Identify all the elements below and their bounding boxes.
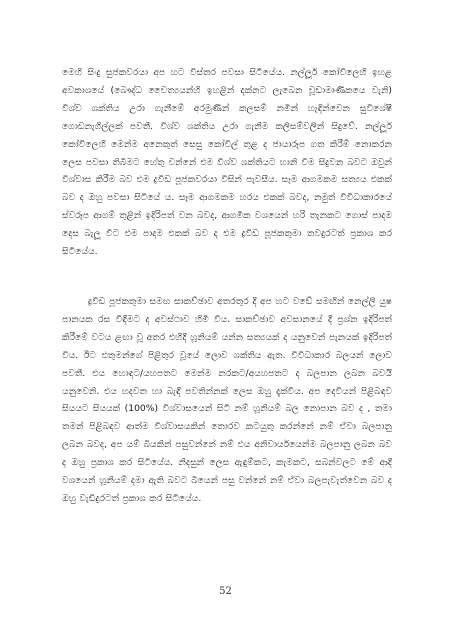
paragraph-2: ද්‍රවිඩ පූජකතුමා සමඟ සාකච්ඡාව අතරතුර දී අප හට වඩේ සමඟින් නෙල්ලි යුෂ පානයක රස විඳීමට ද අවස්ථාව හිමි විය. සාකච්ඡාව අවසානයේ දී ප්‍රශ්න ඉදිරිපත් කිරීමේ වටය ළඟා වූ අතර එහිදී හූනියම් යන්න සත්‍යයක් ද යනුවෙන් පැනයක් ඉදිරිපත් විය. ඊට එතුමන්ගේ පිළිතුර වූයේ ලොව ශක්තිය ඇත. විවිධාකාර බලයන් ලොව පවතී. එය හොඳට/යහපතට මෙන්ම නරකට/අයහපතට ද බලපාන ලබන බවයි යනුවෙනි. එය හදවත හා බැඳී පවතින්නක් ලෙස ඔහු දැක්වීය. අප දෙවියන් පිළිබඳව සියයට සියයක් (100%) විශ්වාසයෙන් සිටි නම් හූනියම් බල නොපාන බව ද , තමා තමන් පිළිබඳව ආත්ම විශ්වාසයකින් තොරව කටයුතු කරන්නේ නම් ඒවා බලපානු ලබන බවද, අප යම් බියකින් පසුවන්නේ නම් එය අනිවාර්යයෙන්ම බලපානු ලබන බව ද ඔහු ප්‍රකාශ කර සිටියේය. නිදසුන් ලෙස ඇඳුම්කට, කැමකට, සබන්වලට මේ ආදී වශයෙන් හූනියම් දමා ඇති බවට බියෙන් පසු වන්නේ නම් ඒවා බලපැවැත්වෙන බව ද ඔහු වැඩිදුරටත් ප්‍රකාශ කර සිටියේය. [62, 296, 392, 504]
page-number: 52 [219, 586, 232, 597]
paragraph-1: මෙහි සිංදු සුජකවරයා අප හට විස්තර පවසා සිටියේය. නල්ලූර් කෝවිලෙහි ඉහළ අවකාශයේ (බෞද්ධ චෛත්‍යයන්හි ඉහළින් දක්නට ලැබෙන චූඩාමාණිකයෙ වැනි) විශ්ව ශක්තිය උරා ගැනීමේ අරමුණින් කලසම් නමින් හැඳින්වෙන සුවිශේෂී ගොඩනැගිල්ලක් පවතී. විශ්ව ශක්තිය උරා ගැනීම කලිසම්වලින් සිදුවේ. නල්ලූර් කෝවිලෙහි මෙන්ම අනෙකුත් සෙසු කෝවිල් තුළ ද ජායාරූප ගත කිරීම් නොකරන ලෙස පවසා තිබීමට හේතු වන්නේ එම විශ්ව ශක්තියට හානි වීම සිදුවන බවට ඔවුන් විශ්වාස කිරීම බව එම ද්‍රවිඩ පූජකවරයා විසින් පැවසීය. සෑම ආගමකම සත්‍යය එකක් බව ද ඔහු පවසා සිටියේ ය. සෑම ආගමකම හරය එකක් බවද, නමුත් විවිධාකාරයේ ස්වරූප ආගම් තුළින් ඉදිරිපත් වන බවද, ආගමික වශයෙන් හරි තැනකට ගොස් පාදම දෙස බැලූ විට එම පාදම එකක් බව ද එම ද්‍රවිඩ පූජකතුමා තවදුරටත් ප්‍රකාශ කර සිටියේය. [62, 67, 392, 258]
